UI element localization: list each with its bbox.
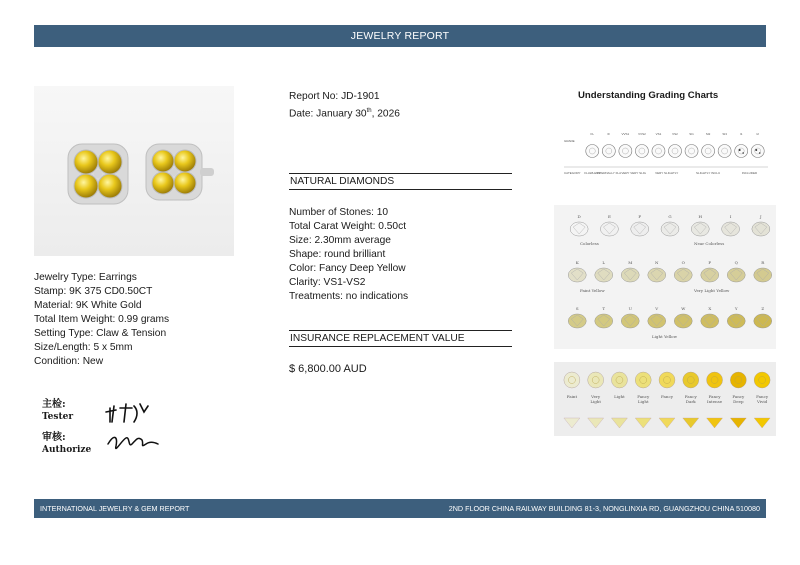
- clarity-diamond-icon: [586, 145, 599, 158]
- fancy-color-pavilion: [683, 418, 699, 428]
- signature-block: [40, 396, 170, 464]
- clarity-grade-label: FL: [590, 132, 595, 136]
- fancy-color-label: Fancy Deep: [732, 394, 745, 404]
- inclusion-mark: [755, 149, 757, 151]
- clarity-grade-row-label: GRADE: [564, 139, 575, 143]
- clarity-category-label: SLIGHTLY INCLU: [696, 171, 721, 175]
- clarity-grading-chart: [562, 127, 770, 183]
- clarity-diamond-icon: [619, 145, 632, 158]
- color-grading-chart: [554, 205, 776, 349]
- fancy-color-diamond: [635, 372, 651, 388]
- insurance-heading: INSURANCE REPLACEMENT VALUE: [289, 330, 512, 347]
- earrings-photo: [34, 86, 234, 256]
- fancy-color-pavilion: [611, 418, 627, 428]
- clarity-diamond-icon: [669, 145, 682, 158]
- item-details: [34, 271, 169, 369]
- report-date: Date: January 30th, 2026: [289, 108, 400, 120]
- color-grade-letter: X: [708, 306, 712, 311]
- stamp: Stamp: 9K 375 CD0.50CT: [34, 286, 153, 297]
- near-colorless-label: Near Colorless: [694, 241, 725, 246]
- clarity-category-label: VERY VERY SLIG: [621, 171, 646, 175]
- light-yellow-label: Light Yellow: [652, 334, 678, 339]
- jewelry-type: Jewelry Type: Earrings: [34, 272, 137, 283]
- fancy-color-label: Very Light: [590, 394, 602, 404]
- clarity-grade-label: IF: [607, 132, 611, 136]
- color-grade-letter: O: [681, 260, 685, 265]
- handwritten-signatures: [104, 400, 164, 460]
- fancy-color-pavilion: [564, 418, 580, 428]
- fancy-color-pavilion: [635, 418, 651, 428]
- stone-size: Size: 2.30mm average: [289, 235, 391, 246]
- report-header-bar: [34, 25, 766, 47]
- color-grade-letter: T: [602, 306, 606, 311]
- color-grade-letter: D: [577, 214, 581, 219]
- color-grade-letter: G: [668, 214, 672, 219]
- clarity-grade-label: I2: [756, 132, 759, 136]
- clarity-diamond-icon: [735, 145, 748, 158]
- clarity-diamond-icon: [718, 145, 731, 158]
- color-grade-letter: Q: [734, 260, 738, 265]
- color-grade-letter: V: [655, 306, 659, 311]
- inclusion-mark: [742, 152, 744, 154]
- clarity-grade-label: SI1: [689, 132, 694, 136]
- fancy-color-diamond: [659, 372, 675, 388]
- color-grade-letter: P: [708, 260, 712, 265]
- color-grade-letter: H: [698, 214, 703, 219]
- stone-treatments: Treatments: no indications: [289, 291, 409, 302]
- color-grade-letter: K: [575, 260, 579, 265]
- size-length: Size/Length: 5 x 5mm: [34, 342, 133, 353]
- report-title: JEWELRY REPORT: [350, 30, 450, 42]
- color-grade-letter: E: [607, 214, 611, 219]
- total-carat-weight: Total Carat Weight: 0.50ct: [289, 221, 407, 232]
- clarity-category-label: FLAWLESS: [584, 171, 601, 175]
- color-grade-letter: S: [575, 306, 579, 311]
- inclusion-mark: [739, 149, 741, 151]
- grading-charts-title: Understanding Grading Charts: [578, 90, 719, 101]
- tester-label-cn: 主检:: [42, 399, 66, 410]
- color-grade-letter: U: [628, 306, 632, 311]
- report-meta: [289, 90, 400, 121]
- color-grade-letter: R: [761, 260, 765, 265]
- very-light-yellow-label: Very Light Yellow: [694, 288, 730, 293]
- clarity-category-label: INCLUDED: [741, 171, 758, 175]
- clarity-diamond-icon: [602, 145, 615, 158]
- fancy-color-pavilion: [754, 418, 770, 428]
- fancy-color-pavilion: [707, 418, 723, 428]
- color-grade-letter: W: [681, 306, 686, 311]
- clarity-grade-label: VVS1: [621, 132, 630, 136]
- clarity-category-label: INTERNALLY FLA: [596, 171, 622, 175]
- color-grade-letter: M: [628, 260, 633, 265]
- report-footer-bar: [34, 499, 766, 518]
- fancy-color-diamond: [588, 372, 604, 388]
- diamond-details: [289, 206, 408, 304]
- clarity-grade-label: VS2: [672, 132, 678, 136]
- color-grade-letter: F: [638, 214, 642, 219]
- fancy-color-label: Light: [614, 394, 625, 399]
- clarity-grade-label: SI3: [722, 132, 727, 136]
- natural-diamonds-heading: NATURAL DIAMONDS: [289, 173, 512, 190]
- clarity-diamond-icon: [652, 145, 665, 158]
- total-item-weight: Total Item Weight: 0.99 grams: [34, 314, 170, 325]
- stone-shape: Shape: round brilliant: [289, 249, 386, 260]
- colorless-label: Colorless: [580, 241, 599, 246]
- tester-label: Tester: [42, 412, 74, 422]
- color-grade-letter: L: [602, 260, 606, 265]
- clarity-grade-label: VS1: [655, 132, 662, 136]
- fancy-color-chart: [554, 362, 776, 436]
- color-grade-letter: J: [760, 214, 762, 219]
- fancy-color-label: Fancy Dark: [684, 394, 697, 404]
- clarity-category-row-label: CATEGORY: [564, 171, 581, 175]
- fancy-color-pavilion: [588, 418, 604, 428]
- condition: Condition: New: [34, 356, 104, 367]
- fancy-color-diamond: [707, 372, 723, 388]
- report-number: Report No: JD-1901: [289, 91, 380, 102]
- number-of-stones: Number of Stones: 10: [289, 207, 389, 218]
- material: Material: 9K White Gold: [34, 300, 142, 311]
- authorize-label-cn: 审核:: [42, 432, 66, 443]
- clarity-diamond-icon: [635, 145, 648, 158]
- fancy-color-label: Fancy: [661, 394, 673, 399]
- fancy-color-diamond: [754, 372, 770, 388]
- fancy-color-pavilion: [659, 418, 675, 428]
- stone-color: Color: Fancy Deep Yellow: [289, 263, 406, 274]
- fancy-color-diamond: [730, 372, 746, 388]
- stone-clarity: Clarity: VS1-VS2: [289, 277, 366, 288]
- color-grade-letter: Y: [734, 306, 738, 311]
- clarity-grade-label: SI2: [705, 132, 711, 136]
- clarity-category-label: VERY SLIGHTLY: [655, 171, 679, 175]
- clarity-diamond-icon: [751, 145, 764, 158]
- color-grade-letter: N: [655, 260, 659, 265]
- color-grade-letter: I: [729, 214, 732, 219]
- authorize-label: Authorize: [42, 445, 92, 455]
- fancy-color-label: Fancy Vivid: [756, 394, 769, 404]
- clarity-diamond-icon: [702, 145, 715, 158]
- fancy-color-diamond: [611, 372, 627, 388]
- setting-type: Setting Type: Claw & Tension: [34, 328, 167, 339]
- fancy-color-pavilion: [730, 418, 746, 428]
- faint-yellow-label: Faint Yellow: [580, 288, 605, 293]
- footer-address: 2ND FLOOR CHINA RAILWAY BUILDING 81-3, NONGLINXIA RD, GUANGZHOU CHINA 510080: [448, 504, 760, 513]
- fancy-color-diamond: [564, 372, 580, 388]
- clarity-diamond-icon: [685, 145, 698, 158]
- color-grade-letter: Z: [761, 306, 765, 311]
- fancy-color-diamond: [683, 372, 699, 388]
- fancy-color-label: Fancy Light: [637, 394, 650, 404]
- inclusion-mark: [759, 152, 761, 154]
- fancy-color-label: Faint: [566, 394, 578, 399]
- footer-organization: INTERNATIONAL JEWELRY & GEM REPORT: [40, 504, 190, 513]
- clarity-grade-label: VVS2: [638, 132, 646, 136]
- fancy-color-label: Fancy Intense: [706, 394, 723, 404]
- clarity-grade-label: I1: [739, 132, 743, 136]
- insurance-value: $ 6,800.00 AUD: [289, 363, 367, 375]
